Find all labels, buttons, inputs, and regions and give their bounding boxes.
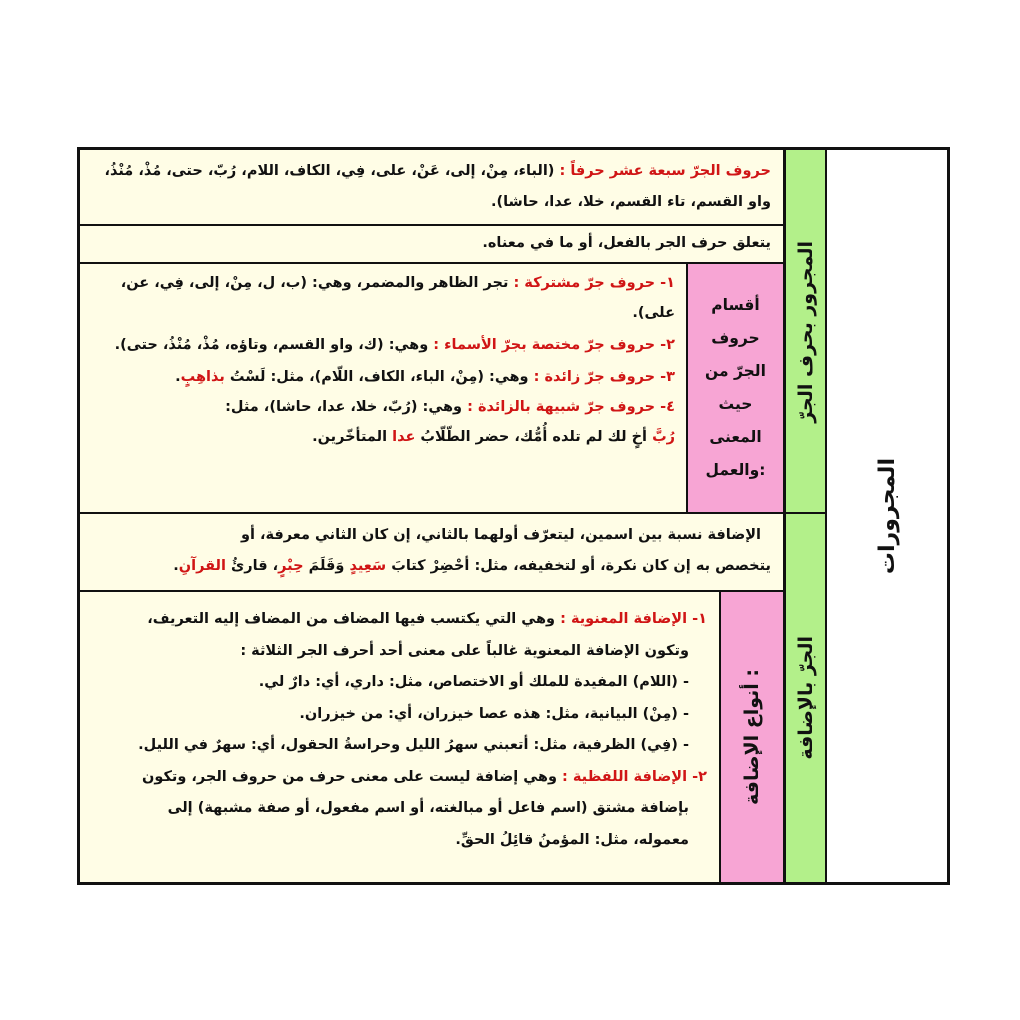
main-title: المجرورات <box>874 457 900 575</box>
types-label-cell <box>721 592 783 882</box>
intro-text: (الباء، مِنْ، إلى، عَنْ، على، فِي، الكاف، اللام، رُبّ، حتى، مُذْ، مُنْذُ، واو القسم، تاء القسم، خلا، عدا، حاشا). <box>104 163 771 210</box>
category-label: أقسام حروف الجرّ من حيث المعنى والعمل: <box>705 296 766 479</box>
section2-intro <box>80 514 783 590</box>
types-list <box>80 592 719 882</box>
section2-title-cell <box>783 513 827 882</box>
list-item: ١- الإضافة المعنوية : وهي التي يكتسب فيها المضاف من المضاف إليه التعريف، <box>147 611 707 627</box>
list-item: وتكون الإضافة المعنوية غالباً على معنى أحد أحرف الجر الثلاثة : <box>240 642 689 659</box>
list-item: ١- حروف جرّ مشتركة : تجر الظاهر والمضمر، وهي: (ب، ل، مِنْ، إلى، فِي، عن، على). <box>120 275 675 321</box>
list-item: ٣- حروف جرّ زائدة : وهي: (مِنْ، الباء، الكاف، اللّام)، مثل: لَسْتُ بذاهِبٍ. <box>175 369 675 385</box>
relation-text: يتعلق حرف الجر بالفعل، أو ما في معناه. <box>482 235 771 251</box>
list-item: ٢- الإضافة اللفظية : وهي إضافة ليست على معنى حرف من حروف الجر، وتكون <box>141 768 707 785</box>
list-item: ٢- حروف جرّ مختصة بجرّ الأسماء : وهي: (ك، واو القسم، وتاؤه، مُذْ، مُنْذُ، حتى). <box>114 337 675 353</box>
section1-title-cell <box>783 150 827 513</box>
divider <box>783 512 827 514</box>
list-item: بإضافة مشتق (اسم فاعل أو مبالغته، أو اسم مفعول، أو صفة مشبهة) إلى <box>167 800 689 816</box>
category-label-cell <box>688 264 783 512</box>
relation-row <box>80 226 783 262</box>
section1-title: المجرور بحرف الجرّ <box>794 240 817 423</box>
list-item-continuation: رُبَّ أخٍ لك لم تلده أُمُّك، حضر الطّلّابُ عدا المتأخّرين. <box>312 429 675 445</box>
list-item: - (اللام) المفيدة للملك أو الاختصاص، مثل: داري، أي: دارٌ لي. <box>258 674 689 690</box>
list-item: - (فِي) الظرفية، مثل: أتعبني سهرُ الليل وحراسةُ الحقول، أي: سهرٌ في الليل. <box>138 737 689 753</box>
section2-title: الجرّ بالإضافة <box>794 635 817 760</box>
list-item: ٤- حروف جرّ شبيهة بالزائدة : وهي: (رُبّ، خلا، عدا، حاشا)، مثل: <box>225 399 675 415</box>
list-item: - (مِنْ) البيانية، مثل: هذه عصا خيزران، أي: من خيزران. <box>299 705 689 722</box>
intro-line: يتخصص به إن كان نكرة، أو لتخفيفه، مثل: أحْضِرْ كتابَ سَعِيدٍ وَقَلَمَ حِبْرٍ، قارئُ القرآنِ. <box>173 558 771 574</box>
main-title-column <box>827 150 947 882</box>
intro-lead: حروف الجرّ سبعة عشر حرفاً : <box>559 163 771 179</box>
intro-line: الإضافة نسبة بين اسمين، ليتعرّف أولهما بالثاني، إن كان الثاني معرفة، أو <box>240 527 761 543</box>
list-item: معموله، مثل: المؤمنُ قائِلُ الحقِّ. <box>455 831 689 848</box>
categories-list <box>80 264 687 512</box>
types-label: أنواع الإضافة : <box>741 668 763 805</box>
section1-intro <box>80 150 783 224</box>
